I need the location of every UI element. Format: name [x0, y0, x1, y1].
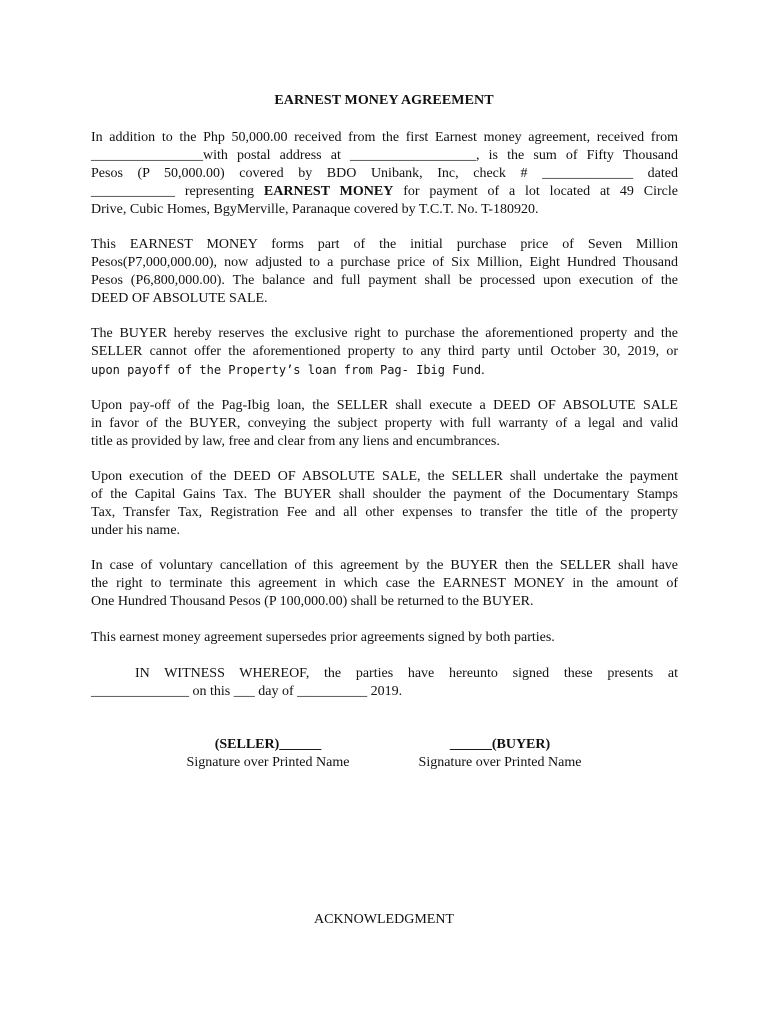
paragraph-supersedes [91, 629, 678, 647]
text-line: In addition to the Php 50,000.00 received from the first Earnest money agreement, received from [91, 130, 678, 145]
paragraph-exclusive-right [91, 325, 678, 380]
text-line: Upon pay-off of the Pag-Ibig loan, the SELLER shall execute a DEED OF ABSOLUTE SALE [91, 398, 678, 413]
text-line: Pesos (P6,800,000.00). The balance and full payment shall be processed upon execution of the [91, 273, 678, 288]
paragraph-deed-execution [91, 397, 678, 451]
text-line [91, 361, 678, 380]
text-line: Tax, Transfer Tax, Registration Fee and all other expenses to transfer the title of the property [91, 505, 678, 520]
text-segment: for payment of a lot located at 49 Circle [393, 184, 678, 199]
text-line: IN WITNESS WHEREOF, the parties have hereunto signed these presents at [135, 666, 678, 681]
seller-signature-block [148, 736, 388, 772]
text-line: of the Capital Gains Tax. The BUYER shall shoulder the payment of the Documentary Stamps [91, 487, 678, 502]
text-line: under his name. [91, 523, 181, 538]
paragraph-taxes [91, 468, 678, 540]
buyer-label: ______(BUYER) [449, 737, 551, 752]
text-line: the right to terminate this agreement in which case the EARNEST MONEY in the amount of [91, 576, 678, 591]
text-line: ________________with postal address at __________________, is the sum of Fifty Thousand [91, 148, 678, 163]
text-line: ______________ on this ___ day of __________ 2019. [91, 684, 403, 699]
text-line: Drive, Cubic Homes, BgyMerville, Paranaque covered by T.C.T. No. T-180920. [91, 202, 539, 217]
seller-signature-caption: Signature over Printed Name [186, 755, 350, 770]
paragraph-purchase-price [91, 236, 678, 308]
paragraph-cancellation [91, 557, 678, 611]
text-line: Pesos (P 50,000.00) covered by BDO Unibank, Inc, check # _____________ dated [91, 166, 678, 181]
text-line: This earnest money agreement supersedes prior agreements signed by both parties. [91, 630, 555, 645]
text-line: This EARNEST MONEY forms part of the initial purchase price of Seven Million [91, 237, 678, 252]
text-segment: upon payoff of the Property’s loan from Pag- Ibig Fund [91, 363, 482, 377]
buyer-signature-block [380, 736, 620, 772]
text-segment: ____________ representing [91, 184, 264, 199]
paragraph-witness [91, 665, 678, 701]
paragraph-earnest-money-received [91, 129, 678, 219]
text-line: One Hundred Thousand Pesos (P 100,000.00) shall be returned to the BUYER. [91, 594, 534, 609]
text-segment: . [481, 363, 485, 378]
seller-label: (SELLER)______ [214, 737, 322, 752]
text-line: title as provided by law, free and clear from any liens and encumbrances. [91, 434, 500, 449]
text-line [91, 183, 678, 201]
text-line: The BUYER hereby reserves the exclusive right to purchase the aforementioned property and the [91, 326, 678, 341]
acknowledgment-heading: ACKNOWLEDGMENT [314, 912, 454, 927]
document-title: EARNEST MONEY AGREEMENT [274, 93, 494, 108]
buyer-signature-caption: Signature over Printed Name [418, 755, 582, 770]
earnest-money-emphasis: EARNEST MONEY [263, 184, 394, 199]
text-line: In case of voluntary cancellation of this agreement by the BUYER then the SELLER shall have [91, 558, 678, 573]
text-line: Pesos(P7,000,000.00), now adjusted to a purchase price of Six Million, Eight Hundred Thousand [91, 255, 678, 270]
text-line: Upon execution of the DEED OF ABSOLUTE SALE, the SELLER shall undertake the payment [91, 469, 678, 484]
text-line: DEED OF ABSOLUTE SALE. [91, 291, 268, 306]
text-line: in favor of the BUYER, conveying the subject property with full warranty of a legal and valid [91, 416, 678, 431]
text-line: SELLER cannot offer the aforementioned property to any third party until October 30, 2019, or [91, 344, 678, 359]
